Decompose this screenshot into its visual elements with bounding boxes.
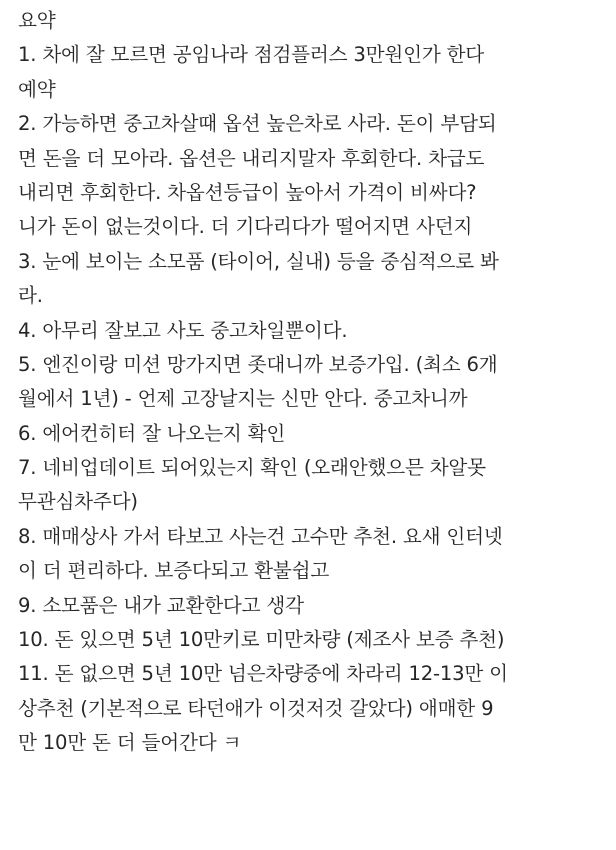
text-line-2: 예약 <box>18 77 56 101</box>
text-line-9: 4. 아무리 잘보고 사도 중고차일뿐이다. <box>18 318 348 342</box>
text-line-11: 월에서 1년) - 언제 고장날지는 신만 안다. 중고차니까 <box>18 387 468 411</box>
text-line-6: 니가 돈이 없는것이다. 더 기다리다가 떨어지면 사던지 <box>18 215 473 239</box>
text-line-16: 이 더 편리하다. 보증다되고 환불쉽고 <box>18 559 330 583</box>
text-line-20: 상추천 (기본적으로 타던애가 이것저것 갈았다) 애매한 9 <box>18 696 494 720</box>
text-line-10: 5. 엔진이랑 미션 망가지면 좃대니까 보증가입. (최소 6개 <box>18 352 498 376</box>
text-line-12: 6. 에어컨히터 잘 나오는지 확인 <box>18 421 286 445</box>
text-line-14: 무관심차주다) <box>18 490 138 514</box>
text-line-17: 9. 소모품은 내가 교환한다고 생각 <box>18 593 304 617</box>
heading-summary: 요약 <box>18 9 56 32</box>
text-line-5: 내리면 후회한다. 차옵션등급이 높아서 가격이 비싸다? <box>18 180 477 204</box>
text-line-3: 2. 가능하면 중고차살때 옵션 높은차로 사라. 돈이 부담되 <box>18 112 497 136</box>
text-line-7: 3. 눈에 보이는 소모품 (타이어, 실내) 등을 중심적으로 봐 <box>18 249 499 273</box>
text-line-4: 면 돈을 더 모아라. 옵션은 내리지말자 후회한다. 차급도 <box>18 146 485 170</box>
text-line-8: 라. <box>18 284 43 308</box>
text-line-15: 8. 매매상사 가서 타보고 사는건 고수만 추천. 요새 인터넷 <box>18 524 503 548</box>
text-line-19: 11. 돈 없으면 5년 10만 넘은차량중에 차라리 12-13만 이 <box>18 662 508 686</box>
text-line-13: 7. 네비업데이트 되어있는지 확인 (오래안했으믄 차알못 <box>18 456 486 480</box>
text-line-18: 10. 돈 있으면 5년 10만키로 미만차량 (제조사 보증 추천) <box>18 628 505 652</box>
text-line-21: 만 10만 돈 더 들어간다 ㅋ <box>18 731 242 755</box>
text-line-1: 1. 차에 잘 모르면 공임나라 점검플러스 3만원인가 한다 <box>18 43 485 67</box>
document-body <box>18 4 608 761</box>
